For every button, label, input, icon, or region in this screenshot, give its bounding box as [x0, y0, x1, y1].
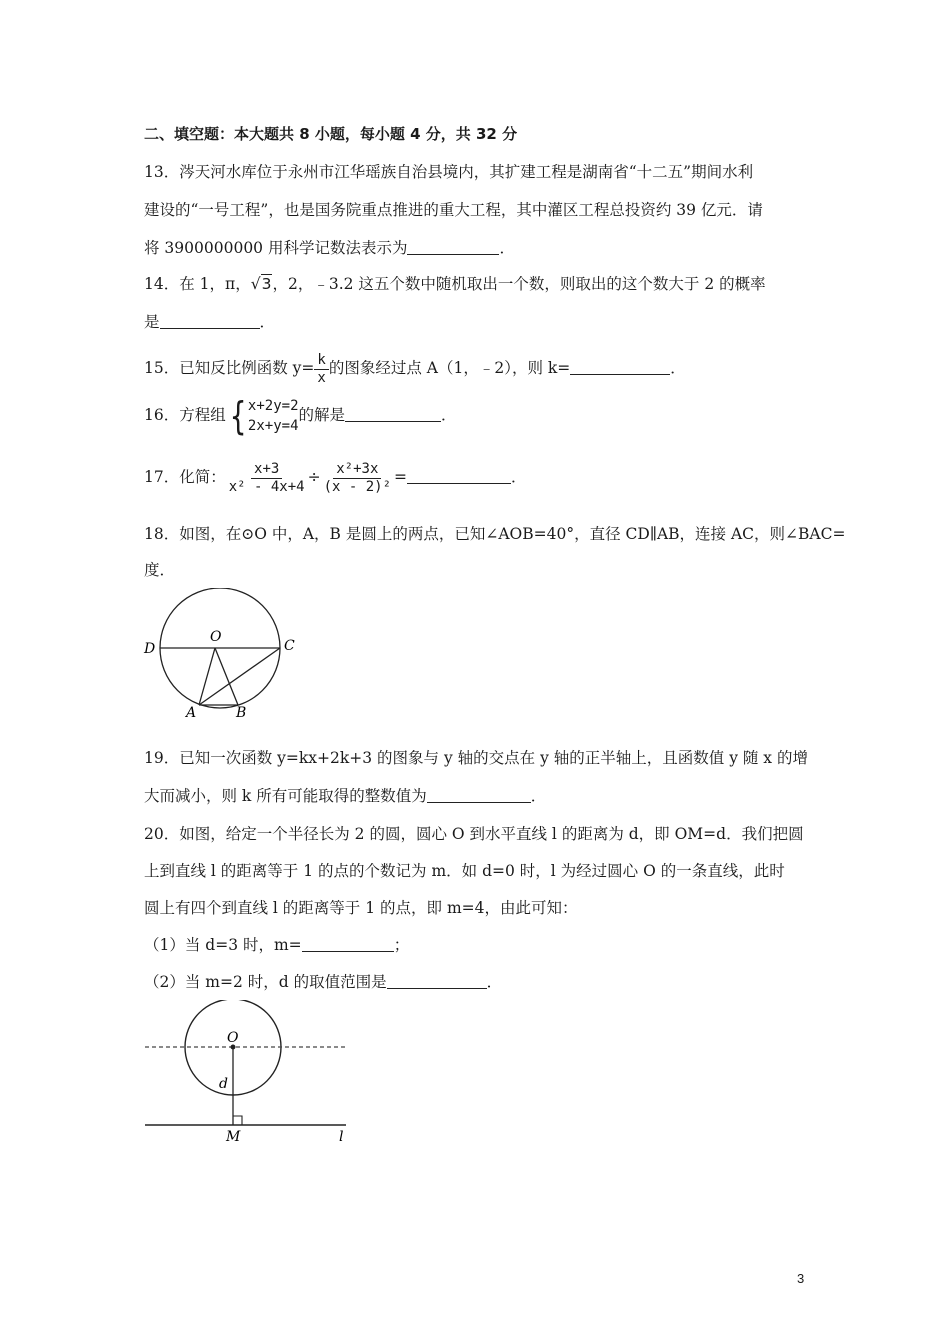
q14-line2	[144, 312, 275, 332]
q14-end: ．	[259, 313, 276, 331]
q17-f1-den: x² - 4x+4	[228, 478, 305, 495]
q17-f2-den: (x - 2)²	[323, 478, 392, 495]
q15-frac-den: x	[317, 369, 326, 386]
q19-prefix: 大而减小，则 k 所有可能取得的整数值为	[144, 787, 427, 805]
right-angle-icon	[233, 1116, 242, 1125]
system-eq2: 2x+y=4	[247, 418, 299, 434]
q19-line1: 19．已知一次函数 y=kx+2k+3 的图象与 y 轴的交点在 y 轴的正半轴上，且函数值 y 随 x 的增	[144, 749, 808, 767]
q16-line	[144, 393, 457, 437]
q13-answer-blank[interactable]	[407, 238, 499, 255]
q13-text: 将 3900000000 用科学记数法表示为	[144, 239, 408, 257]
label-d: d	[219, 1076, 228, 1092]
equation-system	[226, 396, 299, 436]
q14-suffix: ，2，﹣3.2 这五个数中随机取出一个数，则取出的这个数大于 2 的概率	[272, 275, 766, 293]
q15-frac-num: k	[314, 352, 328, 370]
q14-answer-blank[interactable]	[160, 312, 260, 329]
q13-line3	[144, 238, 515, 258]
label-a: A	[186, 705, 197, 720]
q20-sub2	[144, 972, 502, 992]
circle-line-figure	[140, 1000, 355, 1148]
q14-line1	[144, 274, 766, 294]
q15-suffix: 的图象经过点 A（1，﹣2），则 k=	[328, 359, 571, 377]
label-c: C	[284, 638, 295, 654]
left-brace-icon: {	[229, 394, 247, 438]
q16-suffix: 的解是	[298, 406, 346, 424]
label-l: l	[339, 1129, 344, 1145]
circle-chord-figure	[140, 588, 300, 720]
q20-line3: 圆上有四个到直线 l 的距离等于 1 的点，即 m=4，由此可知：	[144, 899, 578, 917]
q20-sub2-end: ．	[486, 973, 503, 991]
divide-operator: ÷	[307, 468, 321, 486]
q20-sub1	[144, 935, 409, 955]
q18-line1: 18．如图，在⊙O 中，A，B 是圆上的两点，已知∠AOB=40°，直径 CD∥AB，连接 AC，则∠BAC=	[144, 525, 846, 543]
chord-ac	[199, 648, 280, 705]
q17-f2-num: x²+3x	[333, 461, 381, 479]
q13-end: ．	[499, 239, 515, 257]
label-d: D	[144, 641, 156, 657]
q20-sub2-answer-blank[interactable]	[387, 972, 487, 989]
q17-fraction-2	[321, 461, 394, 496]
equals-sign: =	[394, 468, 408, 486]
q20-sub1-end: ；	[393, 936, 410, 954]
q14-prefix: 14．在 1，π，	[144, 275, 251, 293]
page-number: 3	[797, 1271, 805, 1286]
radius-ob	[215, 648, 238, 705]
q16-end: ．	[441, 406, 457, 424]
q17-fraction-1	[226, 461, 308, 496]
label-m: M	[226, 1129, 241, 1145]
q20-sub2-prefix: （2）当 m=2 时，d 的取值范围是	[144, 973, 387, 991]
q15-answer-blank[interactable]	[570, 358, 670, 375]
label-o: O	[227, 1030, 239, 1046]
q14-line2-prefix: 是	[144, 313, 160, 331]
q19-end: ．	[530, 787, 547, 805]
q16-answer-blank[interactable]	[345, 405, 441, 422]
q17-line	[144, 455, 527, 499]
label-o: O	[210, 629, 222, 645]
q20-line2: 上到直线 l 的距离等于 1 的点的个数记为 m．如 d=0 时，l 为经过圆心 O 的一条直线，此时	[144, 862, 785, 880]
section-heading: 二、填空题：本大题共 8 小题，每小题 4 分，共 32 分	[144, 125, 518, 143]
q17-prefix: 17．化简：	[144, 468, 226, 486]
radius-oa	[199, 648, 215, 705]
q17-answer-blank[interactable]	[407, 467, 511, 484]
q13-line2: 建设的“一号工程”，也是国务院重点推进的重大工程，其中灌区工程总投资约 39 亿元．请	[144, 201, 763, 219]
q13-line1: 13．涔天河水库位于永州市江华瑶族自治县境内，其扩建工程是湖南省“十二五”期间水利	[144, 163, 754, 181]
q17-f1-num: x+3	[251, 461, 282, 479]
q20-sub1-answer-blank[interactable]	[302, 935, 394, 952]
q20-sub1-prefix: （1）当 d=3 时，m=	[144, 936, 302, 954]
sqrt-three: √3	[250, 275, 272, 293]
q16-prefix: 16．方程组	[144, 406, 226, 424]
q15-end: ．	[670, 359, 686, 377]
system-eq1: x+2y=2	[247, 398, 299, 414]
q17-end: ．	[511, 468, 527, 486]
q15-line	[144, 348, 686, 388]
q15-fraction	[314, 352, 328, 387]
q19-answer-blank[interactable]	[427, 786, 531, 803]
q19-line2	[144, 786, 546, 806]
label-b: B	[236, 705, 247, 720]
q18-line2: 度．	[144, 561, 176, 579]
sqrt-radicand: 3	[261, 275, 272, 293]
q20-line1: 20．如图，给定一个半径长为 2 的圆，圆心 O 到水平直线 l 的距离为 d，即 OM=d．我们把圆	[144, 825, 804, 843]
q15-prefix: 15．已知反比例函数 y=	[144, 359, 315, 377]
